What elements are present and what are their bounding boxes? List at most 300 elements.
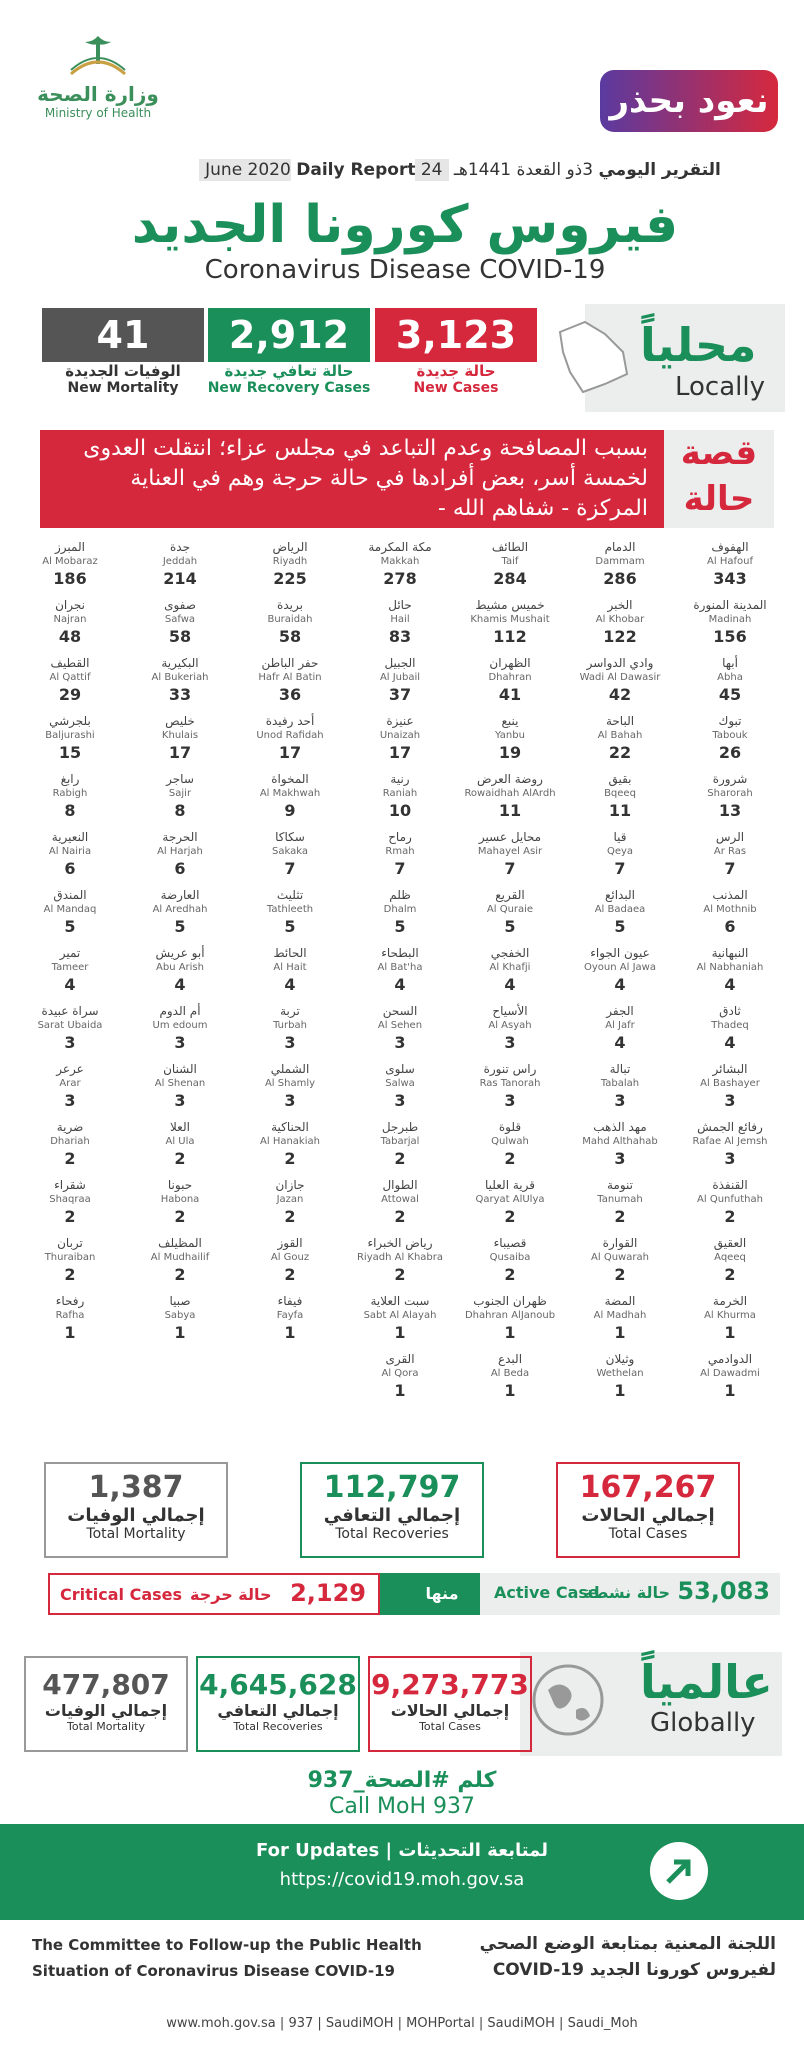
- total-cases-value: 167,267: [579, 1470, 717, 1505]
- city-name-en: Yanbu: [495, 730, 525, 741]
- city-cell: [682, 1294, 778, 1344]
- city-cell: [462, 714, 558, 764]
- city-name-en: Dhalm: [383, 904, 417, 915]
- city-name-en: Turbah: [273, 1020, 307, 1031]
- new-cases-label-ar: حالة جديدة: [416, 362, 496, 380]
- city-case-count: 4: [64, 975, 76, 994]
- city-name-en: Shaqraa: [49, 1194, 91, 1205]
- city-case-count: 29: [58, 685, 82, 704]
- city-case-count: 4: [724, 1033, 736, 1052]
- city-name-en: Al Qora: [381, 1368, 419, 1379]
- updates-ar: لمتابعة التحديثات: [398, 1840, 548, 1861]
- city-cell: [682, 656, 778, 706]
- city-name-en: Oyoun Al Jawa: [584, 962, 656, 973]
- city-name-en: Al Mobaraz: [42, 556, 98, 567]
- city-name-ar: عرعر: [56, 1062, 84, 1076]
- daily-en: Daily Report: [296, 160, 416, 180]
- city-name-en: Al Qattif: [49, 672, 91, 683]
- city-case-count: 4: [394, 975, 406, 994]
- city-cell: [242, 540, 338, 590]
- city-name-en: Jeddah: [162, 556, 198, 567]
- city-name-ar: أحد رفيدة: [265, 714, 315, 728]
- city-case-count: 11: [608, 801, 632, 820]
- city-case-count: 3: [64, 1091, 76, 1110]
- city-name-en: Rafha: [55, 1310, 85, 1321]
- city-name-ar: الحناكية: [271, 1120, 309, 1134]
- city-cell: [242, 830, 338, 880]
- city-cell: [682, 946, 778, 996]
- updates-url[interactable]: https://covid19.moh.gov.sa: [279, 1869, 525, 1890]
- city-name-en: Al Beda: [490, 1368, 530, 1379]
- critical-cases-box: [48, 1573, 380, 1615]
- city-case-count: 122: [603, 627, 637, 646]
- city-cell: [352, 714, 448, 764]
- city-name-en: Al Mothnib: [703, 904, 757, 915]
- city-case-count: 7: [284, 859, 296, 878]
- city-case-count: 2: [174, 1265, 186, 1284]
- city-cell: [352, 598, 448, 648]
- city-cell: [462, 656, 558, 706]
- city-case-count: 15: [58, 743, 82, 762]
- city-name-ar: سكاكا: [275, 830, 305, 844]
- city-case-count: 5: [504, 917, 516, 936]
- city-case-count: 48: [58, 627, 82, 646]
- city-name-ar: تبالة: [609, 1062, 631, 1076]
- city-cell: [352, 888, 448, 938]
- city-cell: [572, 1294, 668, 1344]
- city-cell: [572, 1120, 668, 1170]
- new-mortality-label-ar: الوفيات الجديدة: [65, 362, 181, 380]
- city-name-ar: أبو عريش: [155, 946, 205, 960]
- city-case-count: 58: [278, 627, 302, 646]
- city-name-ar: أبها: [722, 656, 738, 670]
- city-cell: [242, 888, 338, 938]
- city-name-en: Thadeq: [711, 1020, 749, 1031]
- total-recoveries-label-ar: إجمالي التعافي: [323, 1505, 461, 1526]
- city-cell: [682, 1178, 778, 1228]
- city-case-count: 11: [498, 801, 522, 820]
- city-case-count: 278: [383, 569, 417, 588]
- city-case-count: 7: [504, 859, 516, 878]
- city-case-count: 1: [504, 1381, 516, 1400]
- city-case-count: 22: [608, 743, 632, 762]
- city-name-ar: القوارة: [602, 1236, 638, 1250]
- city-cell: [22, 772, 118, 822]
- city-name-en: Sarat Ubaida: [37, 1020, 103, 1031]
- daily-ar: التقرير اليومي: [598, 160, 721, 180]
- city-name-ar: وادي الدواسر: [586, 656, 654, 670]
- new-mortality-value: 41: [42, 308, 204, 362]
- city-case-count: 2: [64, 1265, 76, 1284]
- city-case-count: 4: [724, 975, 736, 994]
- city-case-count: 225: [273, 569, 307, 588]
- city-name-en: Madinah: [708, 614, 752, 625]
- updates-separator: |: [385, 1840, 399, 1861]
- city-name-ar: رنية: [390, 772, 410, 786]
- city-name-en: Al Qunfuthah: [697, 1194, 763, 1205]
- city-case-count: 1: [394, 1323, 406, 1342]
- city-cell: [572, 772, 668, 822]
- locally-title-en: Locally: [675, 372, 765, 402]
- city-name-ar: بريدة: [277, 598, 303, 612]
- city-case-count: 156: [713, 627, 747, 646]
- new-cases-block: [375, 308, 541, 396]
- city-name-en: Habona: [160, 1194, 200, 1205]
- city-cell: [242, 656, 338, 706]
- city-name-en: Tanumah: [597, 1194, 643, 1205]
- city-name-ar: العارضة: [160, 888, 200, 902]
- city-case-count: 26: [718, 743, 742, 762]
- city-cell: [242, 946, 338, 996]
- city-cell: [352, 1120, 448, 1170]
- city-cell: [352, 1062, 448, 1112]
- city-cell: [132, 1236, 228, 1286]
- global-cases-box: [368, 1656, 532, 1752]
- city-name-ar: الخبر: [607, 598, 633, 612]
- city-cell: [352, 1352, 448, 1402]
- call-moh-en: Call MoH 937: [328, 1794, 476, 1819]
- city-name-ar: ظهران الجنوب: [473, 1294, 547, 1308]
- city-cell: [242, 1294, 338, 1344]
- city-case-count: 2: [614, 1207, 626, 1226]
- city-cell: [22, 714, 118, 764]
- city-name-en: Najran: [53, 614, 87, 625]
- daily-report-line: [150, 160, 770, 188]
- city-name-en: Al Bat'ha: [377, 962, 423, 973]
- city-name-en: Aqeeq: [714, 1252, 746, 1263]
- city-name-en: Taif: [501, 556, 519, 567]
- city-name-ar: مهد الذهب: [593, 1120, 647, 1134]
- new-recovery-value: 2,912: [208, 308, 370, 362]
- city-name-ar: ظلم: [389, 888, 411, 902]
- city-cell: [22, 1062, 118, 1112]
- city-cell: [22, 1294, 118, 1344]
- city-case-count: 3: [284, 1091, 296, 1110]
- city-name-en: Al Mandaq: [43, 904, 97, 915]
- city-name-ar: نجران: [55, 598, 85, 612]
- city-name-ar: الجفر: [606, 1004, 634, 1018]
- new-recovery-label-ar: حالة تعافي جديدة: [224, 362, 354, 380]
- city-case-count: 37: [388, 685, 412, 704]
- city-cell: [132, 1294, 228, 1344]
- city-cell: [132, 656, 228, 706]
- city-cell: [572, 1352, 668, 1402]
- city-name-ar: الدوادمي: [707, 1352, 753, 1366]
- city-name-ar: المذنب: [712, 888, 748, 902]
- committee-ar-1: اللجنة المعنية بمتابعة الوضع الصحي: [479, 1934, 776, 1954]
- city-case-count: 2: [284, 1207, 296, 1226]
- city-name-ar: رياض الخبراء: [367, 1236, 433, 1250]
- city-cell: [572, 1236, 668, 1286]
- city-case-count: 4: [174, 975, 186, 994]
- city-case-count: 45: [718, 685, 742, 704]
- committee-block: [0, 1930, 804, 2000]
- phone-link[interactable]: 937: [288, 2016, 314, 2031]
- city-name-en: Sakaka: [272, 846, 308, 857]
- city-name-ar: الخفجي: [490, 946, 530, 960]
- city-name-en: Al Jafr: [605, 1020, 635, 1031]
- city-name-ar: القرى: [385, 1352, 415, 1366]
- city-name-ar: رماح: [388, 830, 412, 844]
- social-links: www.moh.gov.sa | 937 | SaudiMOH | MOHPortal | SaudiMOH | Saudi_Moh: [166, 2016, 638, 2031]
- city-cell: [572, 888, 668, 938]
- city-name-ar: القنفذة: [712, 1178, 748, 1192]
- total-mortality-label-ar: إجمالي الوفيات: [67, 1505, 205, 1526]
- city-case-count: 214: [163, 569, 197, 588]
- city-name-en: Safwa: [164, 614, 196, 625]
- city-name-ar: جدة: [169, 540, 190, 554]
- city-case-count: 2: [504, 1265, 516, 1284]
- city-case-count: 7: [394, 859, 406, 878]
- city-case-count: 1: [64, 1323, 76, 1342]
- city-name-en: Rowaidhah AlArdh: [464, 788, 556, 799]
- gregorian-date: 24 June 2020: [199, 159, 448, 181]
- city-name-en: Sabya: [164, 1310, 196, 1321]
- city-cell: [462, 1352, 558, 1402]
- city-name-en: Al Hanakiah: [260, 1136, 320, 1147]
- new-cases-label-en: New Cases: [413, 380, 499, 396]
- city-cell: [352, 540, 448, 590]
- city-name-en: Al Hafouf: [707, 556, 753, 567]
- city-name-en: Tathleeth: [266, 904, 314, 915]
- city-case-count: 36: [278, 685, 302, 704]
- city-cell: [352, 830, 448, 880]
- city-case-count: 3: [614, 1149, 626, 1168]
- city-case-count: 5: [394, 917, 406, 936]
- city-name-ar: القريع: [495, 888, 525, 902]
- city-name-en: Al Nairia: [48, 846, 92, 857]
- city-name-en: Al Khurma: [704, 1310, 756, 1321]
- city-name-ar: تبوك: [718, 714, 742, 728]
- critical-label-ar: حالة حرجة: [190, 1585, 272, 1604]
- city-cell: [22, 1120, 118, 1170]
- city-cell: [22, 1178, 118, 1228]
- city-case-count: 7: [614, 859, 626, 878]
- city-case-count: 343: [713, 569, 747, 588]
- city-case-count: 3: [394, 1091, 406, 1110]
- city-name-ar: ينبع: [501, 714, 519, 728]
- global-mortality-value: 477,807: [42, 1668, 170, 1701]
- city-name-ar: بقيق: [608, 772, 632, 786]
- city-name-en: Rmah: [385, 846, 415, 857]
- city-case-count: 33: [168, 685, 192, 704]
- city-cell: [682, 772, 778, 822]
- city-case-count: 2: [614, 1265, 626, 1284]
- city-cell: [132, 772, 228, 822]
- city-name-en: Al Bashayer: [700, 1078, 760, 1089]
- city-cell: [242, 1062, 338, 1112]
- city-name-en: Riyadh: [272, 556, 308, 567]
- city-name-ar: العقيق: [713, 1236, 747, 1250]
- city-case-count: 3: [174, 1091, 186, 1110]
- cities-grid: [0, 540, 804, 1420]
- city-name-ar: عنيزة: [386, 714, 414, 728]
- city-cell: [132, 888, 228, 938]
- city-case-count: 6: [174, 859, 186, 878]
- city-cell: [462, 772, 558, 822]
- city-name-en: Al Asyah: [488, 1020, 532, 1031]
- title-en: Coronavirus Disease COVID-19: [204, 255, 606, 285]
- locally-title-ar: محلياً: [640, 318, 757, 372]
- globe-icon: [528, 1660, 608, 1744]
- city-cell: [132, 1004, 228, 1054]
- city-cell: [682, 1004, 778, 1054]
- city-name-ar: روضة العرض: [477, 772, 543, 786]
- city-case-count: 2: [724, 1207, 736, 1226]
- city-cell: [682, 540, 778, 590]
- city-name-ar: قيا: [613, 830, 627, 844]
- new-recovery-block: [208, 308, 374, 396]
- active-value: 53,083: [677, 1577, 770, 1605]
- city-name-ar: قلوة: [498, 1120, 522, 1134]
- city-name-ar: قصيباء: [493, 1236, 527, 1250]
- city-name-en: Tabouk: [712, 730, 748, 741]
- city-case-count: 1: [394, 1381, 406, 1400]
- saudi-map-icon: [545, 312, 635, 406]
- city-name-ar: الشملي: [270, 1062, 310, 1076]
- city-name-en: Dhahran: [488, 672, 532, 683]
- city-cell: [22, 946, 118, 996]
- city-name-ar: البدع: [497, 1352, 523, 1366]
- city-cell: [132, 1062, 228, 1112]
- city-name-en: Khulais: [161, 730, 199, 741]
- city-name-ar: راس تنورة: [483, 1062, 537, 1076]
- city-cell: [242, 1004, 338, 1054]
- city-name-en: Mahd Althahab: [582, 1136, 658, 1147]
- city-name-ar: الرياض: [272, 540, 308, 554]
- city-case-count: 3: [64, 1033, 76, 1052]
- city-name-ar: مكة المكرمة: [368, 540, 432, 554]
- instagram-link[interactable]: SaudiMOH: [487, 2016, 555, 2031]
- city-name-ar: الباحة: [605, 714, 635, 728]
- of-which-label: منها: [380, 1573, 504, 1615]
- updates-en: For Updates: [256, 1840, 380, 1861]
- city-cell: [22, 656, 118, 706]
- committee-en-2: Situation of Coronavirus Disease COVID-19: [32, 1962, 395, 1980]
- city-cell: [132, 540, 228, 590]
- city-name-ar: المدينة المنورة: [693, 598, 767, 612]
- city-name-ar: تمير: [59, 946, 81, 960]
- city-case-count: 1: [284, 1323, 296, 1342]
- city-cell: [242, 772, 338, 822]
- city-name-ar: الأسياح: [492, 1004, 528, 1018]
- global-recoveries-box: [196, 1656, 360, 1752]
- city-name-en: Dammam: [595, 556, 645, 567]
- city-name-ar: البدائع: [605, 888, 635, 902]
- twitter-link[interactable]: SaudiMOH: [325, 2016, 394, 2031]
- city-name-en: Mahayel Asir: [477, 846, 543, 857]
- city-name-en: Al Quraie: [486, 904, 534, 915]
- city-name-ar: محايل عسير: [478, 830, 542, 844]
- city-case-count: 17: [388, 743, 412, 762]
- city-name-ar: الرس: [715, 830, 745, 844]
- city-name-en: Wethelan: [596, 1368, 644, 1379]
- city-name-ar: الحائط: [273, 946, 307, 960]
- total-mortality-label-en: Total Mortality: [86, 1526, 186, 1542]
- city-cell: [22, 540, 118, 590]
- city-name-en: Makkah: [380, 556, 420, 567]
- city-case-count: 286: [603, 569, 637, 588]
- city-case-count: 17: [278, 743, 302, 762]
- city-name-ar: القوز: [277, 1236, 303, 1250]
- city-name-ar: خميس مشيط: [475, 598, 545, 612]
- city-cell: [572, 714, 668, 764]
- city-name-en: Al Gouz: [270, 1252, 310, 1263]
- global-recoveries-label-en: Total Recoveries: [233, 1720, 323, 1733]
- city-case-count: 2: [64, 1149, 76, 1168]
- global-cases-label-en: Total Cases: [419, 1720, 481, 1733]
- city-cell: [682, 714, 778, 764]
- ministry-name-en: Ministry of Health: [44, 106, 152, 120]
- city-name-ar: رابغ: [60, 772, 80, 786]
- city-name-en: Al Ula: [165, 1136, 195, 1147]
- city-name-en: Riyadh Al Khabra: [356, 1252, 444, 1263]
- hijri-date: 3ذو القعدة 1441هـ: [453, 160, 594, 180]
- city-cell: [462, 598, 558, 648]
- city-name-ar: خليص: [165, 714, 195, 728]
- city-name-ar: المظيلف: [158, 1236, 202, 1250]
- palm-swords-icon: [63, 30, 133, 80]
- city-name-ar: أم الدوم: [159, 1004, 201, 1018]
- city-name-ar: جازان: [275, 1178, 305, 1192]
- city-case-count: 8: [64, 801, 76, 820]
- city-name-ar: رفائع الجمش: [697, 1120, 763, 1134]
- city-cell: [352, 1236, 448, 1286]
- website-link[interactable]: www.moh.gov.sa: [166, 2016, 276, 2031]
- city-name-ar: العلا: [170, 1120, 190, 1134]
- city-case-count: 5: [174, 917, 186, 936]
- globally-title-ar: عالمياً: [640, 1655, 773, 1709]
- city-case-count: 1: [504, 1323, 516, 1342]
- city-name-en: Dhariah: [50, 1136, 90, 1147]
- total-mortality-box: [44, 1462, 228, 1558]
- city-case-count: 2: [64, 1207, 76, 1226]
- city-name-ar: سبت العلاية: [370, 1294, 430, 1308]
- city-case-count: 3: [504, 1091, 516, 1110]
- active-label-en: Active Case: [494, 1583, 599, 1602]
- city-case-count: 8: [174, 801, 186, 820]
- total-recoveries-label-en: Total Recoveries: [335, 1526, 449, 1542]
- city-name-ar: الخرمة: [712, 1294, 748, 1308]
- city-cell: [462, 830, 558, 880]
- city-cell: [462, 1062, 558, 1112]
- city-case-count: 4: [614, 1033, 626, 1052]
- city-case-count: 3: [174, 1033, 186, 1052]
- city-name-en: Al Bahah: [597, 730, 643, 741]
- city-cell: [352, 656, 448, 706]
- city-name-en: Khamis Mushait: [470, 614, 550, 625]
- ministry-name-ar: وزارة الصحة: [37, 82, 159, 106]
- city-cell: [352, 1178, 448, 1228]
- city-name-en: Rabigh: [52, 788, 88, 799]
- city-name-en: Al Aredhah: [152, 904, 208, 915]
- snapchat-link[interactable]: Saudi_Moh: [567, 2016, 638, 2031]
- city-name-ar: تثليث: [276, 888, 304, 902]
- city-cell: [682, 1352, 778, 1402]
- city-name-ar: الهفوف: [711, 540, 749, 554]
- city-name-en: Arar: [59, 1078, 81, 1089]
- city-case-count: 5: [284, 917, 296, 936]
- city-name-ar: الدمام: [604, 540, 636, 554]
- city-name-en: Tabarjal: [380, 1136, 420, 1147]
- city-case-count: 284: [493, 569, 527, 588]
- city-cell: [572, 598, 668, 648]
- new-mortality-label-en: New Mortality: [67, 380, 179, 396]
- youtube-link[interactable]: MOHPortal: [406, 2016, 475, 2031]
- city-cell: [462, 1236, 558, 1286]
- new-recovery-label-en: New Recovery Cases: [207, 380, 371, 396]
- city-name-en: Tabalah: [600, 1078, 640, 1089]
